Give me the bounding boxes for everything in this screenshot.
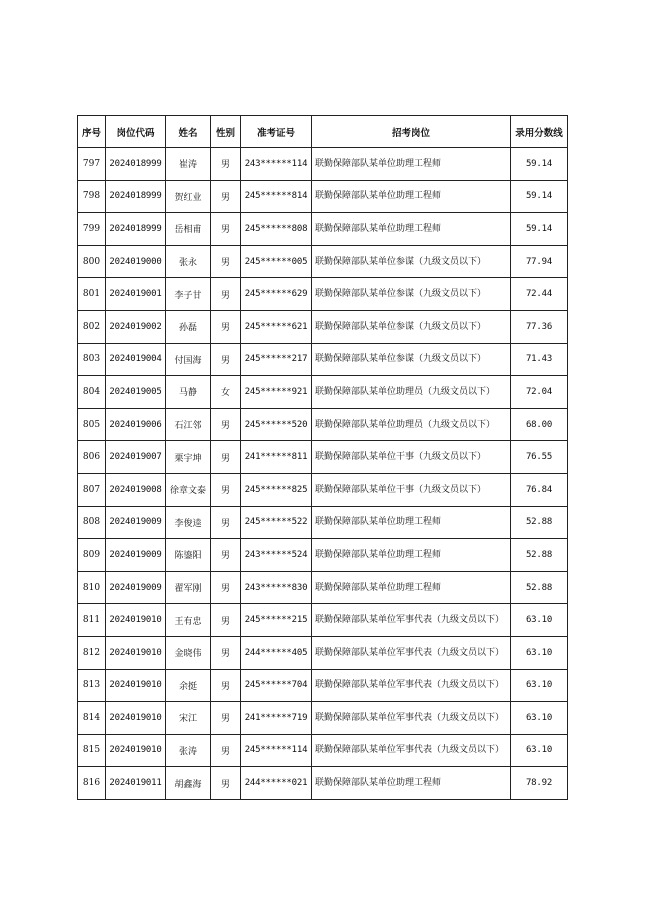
table-row xyxy=(78,213,568,246)
cell-score-line: 63.10 xyxy=(511,604,568,637)
header-post: 招考岗位 xyxy=(312,116,511,148)
cell-name: 栗宇坤 xyxy=(166,441,211,474)
cell-exam-number: 245******629 xyxy=(241,278,312,311)
cell-score-line: 63.10 xyxy=(511,669,568,702)
cell-score-line: 76.55 xyxy=(511,441,568,474)
cell-post-code: 2024019009 xyxy=(106,571,166,604)
cell-score-line: 71.43 xyxy=(511,343,568,376)
cell-post-code: 2024019009 xyxy=(106,506,166,539)
cell-post: 联勤保障部队某单位参谋（九级文员以下） xyxy=(312,343,511,376)
cell-post: 联勤保障部队某单位助理工程师 xyxy=(312,148,511,181)
cell-gender: 男 xyxy=(211,310,241,343)
cell-post-code: 2024019007 xyxy=(106,441,166,474)
cell-name: 孙磊 xyxy=(166,310,211,343)
cell-name: 石江邻 xyxy=(166,408,211,441)
cell-post-code: 2024019008 xyxy=(106,473,166,506)
cell-gender: 女 xyxy=(211,376,241,409)
cell-index: 797 xyxy=(78,148,106,181)
cell-gender: 男 xyxy=(211,636,241,669)
cell-score-line: 59.14 xyxy=(511,213,568,246)
cell-name: 李子甘 xyxy=(166,278,211,311)
cell-index: 812 xyxy=(78,636,106,669)
cell-score-line: 63.10 xyxy=(511,702,568,735)
table-row xyxy=(78,245,568,278)
cell-score-line: 59.14 xyxy=(511,148,568,181)
table-body xyxy=(78,148,568,800)
cell-score-line: 52.88 xyxy=(511,539,568,572)
cell-name: 李俊逵 xyxy=(166,506,211,539)
cell-post: 联勤保障部队某单位助理员（九级文员以下） xyxy=(312,376,511,409)
cell-post-code: 2024019010 xyxy=(106,734,166,767)
cell-exam-number: 245******215 xyxy=(241,604,312,637)
cell-exam-number: 245******217 xyxy=(241,343,312,376)
cell-name: 金晓伟 xyxy=(166,636,211,669)
cell-post: 联勤保障部队某单位参谋（九级文员以下） xyxy=(312,245,511,278)
cell-score-line: 76.84 xyxy=(511,473,568,506)
cell-post: 联勤保障部队某单位军事代表（九级文员以下） xyxy=(312,669,511,702)
cell-exam-number: 244******405 xyxy=(241,636,312,669)
cell-score-line: 68.00 xyxy=(511,408,568,441)
cell-post-code: 2024019010 xyxy=(106,669,166,702)
cell-index: 809 xyxy=(78,539,106,572)
cell-name: 张永 xyxy=(166,245,211,278)
table-row xyxy=(78,539,568,572)
cell-post-code: 2024019001 xyxy=(106,278,166,311)
cell-exam-number: 245******114 xyxy=(241,734,312,767)
cell-score-line: 52.88 xyxy=(511,571,568,604)
cell-post: 联勤保障部队某单位参谋（九级文员以下） xyxy=(312,310,511,343)
cell-post-code: 2024018999 xyxy=(106,180,166,213)
cell-post: 联勤保障部队某单位军事代表（九级文员以下） xyxy=(312,702,511,735)
cell-index: 798 xyxy=(78,180,106,213)
cell-name: 崔涛 xyxy=(166,148,211,181)
header-exam-number: 准考证号 xyxy=(241,116,312,148)
cell-exam-number: 245******520 xyxy=(241,408,312,441)
cell-index: 811 xyxy=(78,604,106,637)
results-table xyxy=(77,115,568,800)
cell-name: 贺红业 xyxy=(166,180,211,213)
table-row xyxy=(78,343,568,376)
cell-name: 翟军刚 xyxy=(166,571,211,604)
cell-post: 联勤保障部队某单位助理工程师 xyxy=(312,506,511,539)
cell-post-code: 2024018999 xyxy=(106,213,166,246)
cell-gender: 男 xyxy=(211,571,241,604)
cell-gender: 男 xyxy=(211,245,241,278)
cell-post-code: 2024019000 xyxy=(106,245,166,278)
header-index: 序号 xyxy=(78,116,106,148)
cell-score-line: 77.94 xyxy=(511,245,568,278)
cell-post-code: 2024019004 xyxy=(106,343,166,376)
cell-post: 联勤保障部队某单位助理工程师 xyxy=(312,767,511,800)
cell-exam-number: 245******921 xyxy=(241,376,312,409)
table-row xyxy=(78,310,568,343)
table-row xyxy=(78,734,568,767)
cell-exam-number: 245******522 xyxy=(241,506,312,539)
cell-exam-number: 245******808 xyxy=(241,213,312,246)
cell-post-code: 2024019005 xyxy=(106,376,166,409)
cell-post-code: 2024019010 xyxy=(106,604,166,637)
cell-score-line: 77.36 xyxy=(511,310,568,343)
cell-index: 810 xyxy=(78,571,106,604)
cell-exam-number: 244******021 xyxy=(241,767,312,800)
cell-gender: 男 xyxy=(211,702,241,735)
cell-post-code: 2024019002 xyxy=(106,310,166,343)
cell-exam-number: 245******814 xyxy=(241,180,312,213)
cell-post-code: 2024019006 xyxy=(106,408,166,441)
table-row xyxy=(78,278,568,311)
cell-exam-number: 245******704 xyxy=(241,669,312,702)
table-header xyxy=(78,116,568,148)
cell-index: 807 xyxy=(78,473,106,506)
header-row xyxy=(78,116,568,148)
cell-post: 联勤保障部队某单位干事（九级文员以下） xyxy=(312,473,511,506)
cell-index: 800 xyxy=(78,245,106,278)
table-row xyxy=(78,376,568,409)
header-score-line: 录用分数线 xyxy=(511,116,568,148)
cell-index: 799 xyxy=(78,213,106,246)
cell-post: 联勤保障部队某单位助理工程师 xyxy=(312,571,511,604)
cell-post-code: 2024019011 xyxy=(106,767,166,800)
table-row xyxy=(78,636,568,669)
table-row xyxy=(78,571,568,604)
cell-gender: 男 xyxy=(211,180,241,213)
table-row xyxy=(78,180,568,213)
table-row xyxy=(78,669,568,702)
cell-gender: 男 xyxy=(211,539,241,572)
cell-name: 马静 xyxy=(166,376,211,409)
cell-exam-number: 243******524 xyxy=(241,539,312,572)
cell-gender: 男 xyxy=(211,343,241,376)
cell-exam-number: 243******830 xyxy=(241,571,312,604)
cell-exam-number: 243******114 xyxy=(241,148,312,181)
cell-gender: 男 xyxy=(211,506,241,539)
cell-exam-number: 241******719 xyxy=(241,702,312,735)
cell-name: 陈鎏阳 xyxy=(166,539,211,572)
cell-post-code: 2024018999 xyxy=(106,148,166,181)
table-row xyxy=(78,506,568,539)
cell-score-line: 72.04 xyxy=(511,376,568,409)
table-row xyxy=(78,604,568,637)
table-row xyxy=(78,767,568,800)
cell-post-code: 2024019010 xyxy=(106,702,166,735)
cell-gender: 男 xyxy=(211,148,241,181)
cell-name: 胡鑫海 xyxy=(166,767,211,800)
cell-exam-number: 245******005 xyxy=(241,245,312,278)
table-row xyxy=(78,473,568,506)
header-gender: 性别 xyxy=(211,116,241,148)
cell-post: 联勤保障部队某单位军事代表（九级文员以下） xyxy=(312,636,511,669)
cell-index: 805 xyxy=(78,408,106,441)
cell-gender: 男 xyxy=(211,213,241,246)
cell-gender: 男 xyxy=(211,604,241,637)
cell-post: 联勤保障部队某单位助理工程师 xyxy=(312,539,511,572)
cell-exam-number: 245******825 xyxy=(241,473,312,506)
header-post-code: 岗位代码 xyxy=(106,116,166,148)
cell-post: 联勤保障部队某单位军事代表（九级文员以下） xyxy=(312,734,511,767)
cell-post: 联勤保障部队某单位干事（九级文员以下） xyxy=(312,441,511,474)
cell-score-line: 78.92 xyxy=(511,767,568,800)
table-row xyxy=(78,441,568,474)
cell-index: 806 xyxy=(78,441,106,474)
cell-score-line: 72.44 xyxy=(511,278,568,311)
cell-gender: 男 xyxy=(211,441,241,474)
cell-index: 804 xyxy=(78,376,106,409)
cell-gender: 男 xyxy=(211,734,241,767)
table-row xyxy=(78,408,568,441)
cell-gender: 男 xyxy=(211,278,241,311)
cell-name: 付国海 xyxy=(166,343,211,376)
cell-score-line: 59.14 xyxy=(511,180,568,213)
cell-post: 联勤保障部队某单位参谋（九级文员以下） xyxy=(312,278,511,311)
cell-post: 联勤保障部队某单位助理工程师 xyxy=(312,180,511,213)
cell-post-code: 2024019009 xyxy=(106,539,166,572)
cell-post: 联勤保障部队某单位军事代表（九级文员以下） xyxy=(312,604,511,637)
cell-score-line: 63.10 xyxy=(511,636,568,669)
cell-score-line: 52.88 xyxy=(511,506,568,539)
cell-index: 816 xyxy=(78,767,106,800)
cell-score-line: 63.10 xyxy=(511,734,568,767)
cell-name: 王有忠 xyxy=(166,604,211,637)
cell-name: 宋江 xyxy=(166,702,211,735)
cell-exam-number: 245******621 xyxy=(241,310,312,343)
cell-index: 803 xyxy=(78,343,106,376)
cell-post: 联勤保障部队某单位助理工程师 xyxy=(312,213,511,246)
cell-index: 801 xyxy=(78,278,106,311)
cell-index: 808 xyxy=(78,506,106,539)
cell-name: 岳相甫 xyxy=(166,213,211,246)
cell-index: 815 xyxy=(78,734,106,767)
cell-gender: 男 xyxy=(211,473,241,506)
cell-name: 张涛 xyxy=(166,734,211,767)
cell-name: 余挺 xyxy=(166,669,211,702)
header-name: 姓名 xyxy=(166,116,211,148)
cell-gender: 男 xyxy=(211,669,241,702)
cell-name: 徐章文泰 xyxy=(166,473,211,506)
cell-exam-number: 241******811 xyxy=(241,441,312,474)
table-row xyxy=(78,702,568,735)
table-row xyxy=(78,148,568,181)
cell-index: 814 xyxy=(78,702,106,735)
cell-index: 813 xyxy=(78,669,106,702)
cell-index: 802 xyxy=(78,310,106,343)
cell-gender: 男 xyxy=(211,767,241,800)
cell-gender: 男 xyxy=(211,408,241,441)
cell-post: 联勤保障部队某单位助理员（九级文员以下） xyxy=(312,408,511,441)
cell-post-code: 2024019010 xyxy=(106,636,166,669)
